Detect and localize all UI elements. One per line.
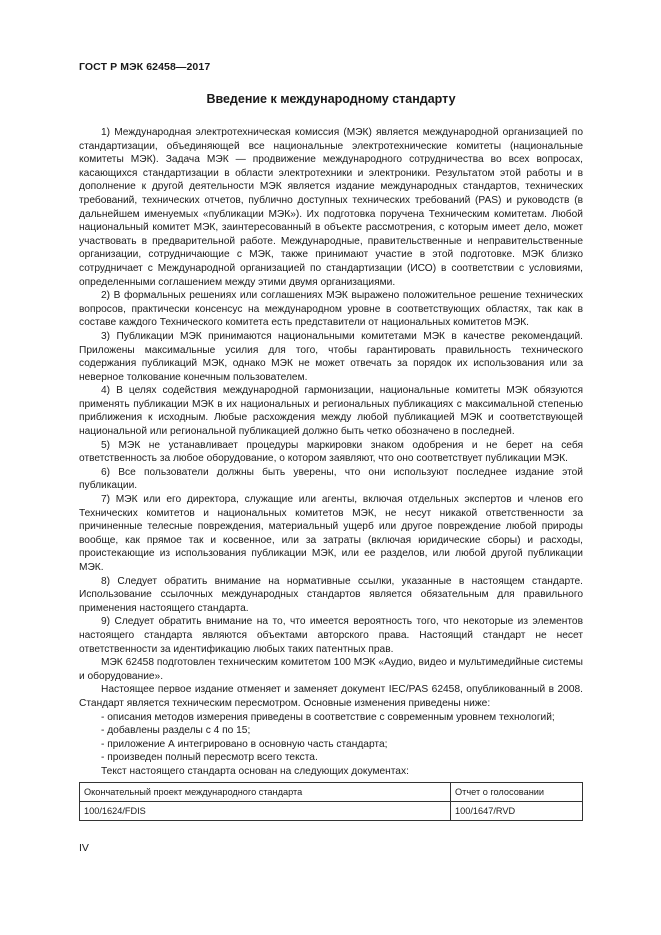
documents-intro: Текст настоящего стандарта основан на следующих документах:: [101, 765, 409, 777]
change-list-item: - добавлены разделы с 4 по 15;: [101, 725, 251, 737]
paragraph: 7) МЭК или его директора, служащие или агенты, включая отдельных экспертов и членов его Технических комитетов и национальных комитетов МЭК, не несут никакой ответственности за причиненные телесные повреждения, материальный ущерб или другое повреждение любой природы вообще, как прямое так и косвенное, или за затраты (включая юридические сборы) и расходы, проистекающие из использования публикации МЭК, или ее разделов, или любой другой публикации МЭК.: [79, 494, 583, 573]
change-list-item: - описания методов измерения приведены в соответствие с современным уровнем технологий;: [101, 711, 555, 723]
table-cell: 100/1624/FDIS: [80, 802, 451, 821]
table-header-cell: Окончательный проект международного стандарта: [80, 783, 451, 802]
body-text: [79, 126, 583, 779]
change-list-item: - произведен полный пересмотр всего текста.: [101, 752, 318, 764]
paragraph: 5) МЭК не устанавливает процедуры маркировки знаком одобрения и не берет на себя ответственность за любое оборудование, о котором заявляют, что оно соответствует публикации МЭК.: [79, 439, 583, 465]
paragraph: 6) Все пользователи должны быть уверены, что они используют последнее издание этой публикации.: [79, 466, 583, 492]
paragraph: 4) В целях содействия международной гармонизации, национальные комитеты МЭК обязуются применять публикации МЭК в их национальных и региональных публикациях с максимальной степенью приближения к исходным. Любые расхождения между любой публикацией МЭК и соответствующей национальной или региональной публикацией должно быть четко обозначено в последней.: [79, 385, 583, 438]
documents-table: [79, 782, 583, 821]
paragraph: 9) Следует обратить внимание на то, что имеется вероятность того, что некоторые из элементов настоящего стандарта являются объектами авторского права. Настоящий стандарт не несет ответственности за идентификацию любых таких патентных прав.: [79, 616, 583, 655]
paragraph: 8) Следует обратить внимание на нормативные ссылки, указанные в настоящем стандарте. Использование ссылочных международных стандартов является обязательным для правильного применения настоящего стандарта.: [79, 575, 583, 614]
section-title: Введение к международному стандарту: [206, 92, 456, 106]
table-header-row: [80, 783, 583, 802]
table-header-cell: Отчет о голосовании: [451, 783, 583, 802]
paragraph: 1) Международная электротехническая комиссия (МЭК) является международной организацией по стандартизации, объединяющей все национальные электротехнические комитеты (национальные комитеты МЭК). Задача МЭК — продвижение международного сотрудничества во всех вопросах, касающихся стандартизации в области электротехники и электроники. Результатом этой работы и в дополнение к другой деятельности МЭК является издание международных стандартов, технических требований, технических отчетов, публично доступных технических требований (PAS) и руководств (в дальнейшем именуемых «публикации МЭК»). Их подготовка поручена Техническим комитетам. Любой национальный комитет МЭК, заинтересованный в объекте рассмотрения, с которым имеет дело, может участвовать в предварительной работе. Международные, правительственные и неправительственные организации, сотрудничающие с МЭК, также принимают участие в этой подготовке. МЭК близко сотрудничает с Международной организацией по стандартизации (ИСО) в соответствии с условиями, определенными соглашением между этими двумя организациями.: [79, 127, 583, 288]
change-list-item: - приложение А интегрировано в основную часть стандарта;: [101, 738, 388, 750]
page-number: IV: [79, 842, 89, 854]
paragraph: Настоящее первое издание отменяет и заменяет документ IEC/PAS 62458, опубликованный в 2008. Стандарт является техническим пересмотром. Основные изменения приведены ниже:: [79, 684, 583, 709]
paragraph: 3) Публикации МЭК принимаются национальными комитетами МЭК в качестве рекомендаций. Приложены максимальные усилия для того, чтобы гарантировать правильность технического содержания публикаций МЭК, однако МЭК не может отвечать за порядок их использования или за неверное толкование конечным пользователем.: [79, 330, 583, 383]
table-row: [80, 802, 583, 821]
paragraph: МЭК 62458 подготовлен техническим комитетом 100 МЭК «Аудио, видео и мультимедийные системы и оборудование».: [79, 657, 583, 682]
paragraph: 2) В формальных решениях или соглашениях МЭК выражено положительное решение технических вопросов, практически консенсус на международном уровне в соответствующих областях, так как в составе каждого Технического комитета есть представители от национальных комитетов МЭК.: [79, 290, 583, 329]
document-header: ГОСТ Р МЭК 62458—2017: [79, 61, 211, 73]
table-cell: 100/1647/RVD: [451, 802, 583, 821]
